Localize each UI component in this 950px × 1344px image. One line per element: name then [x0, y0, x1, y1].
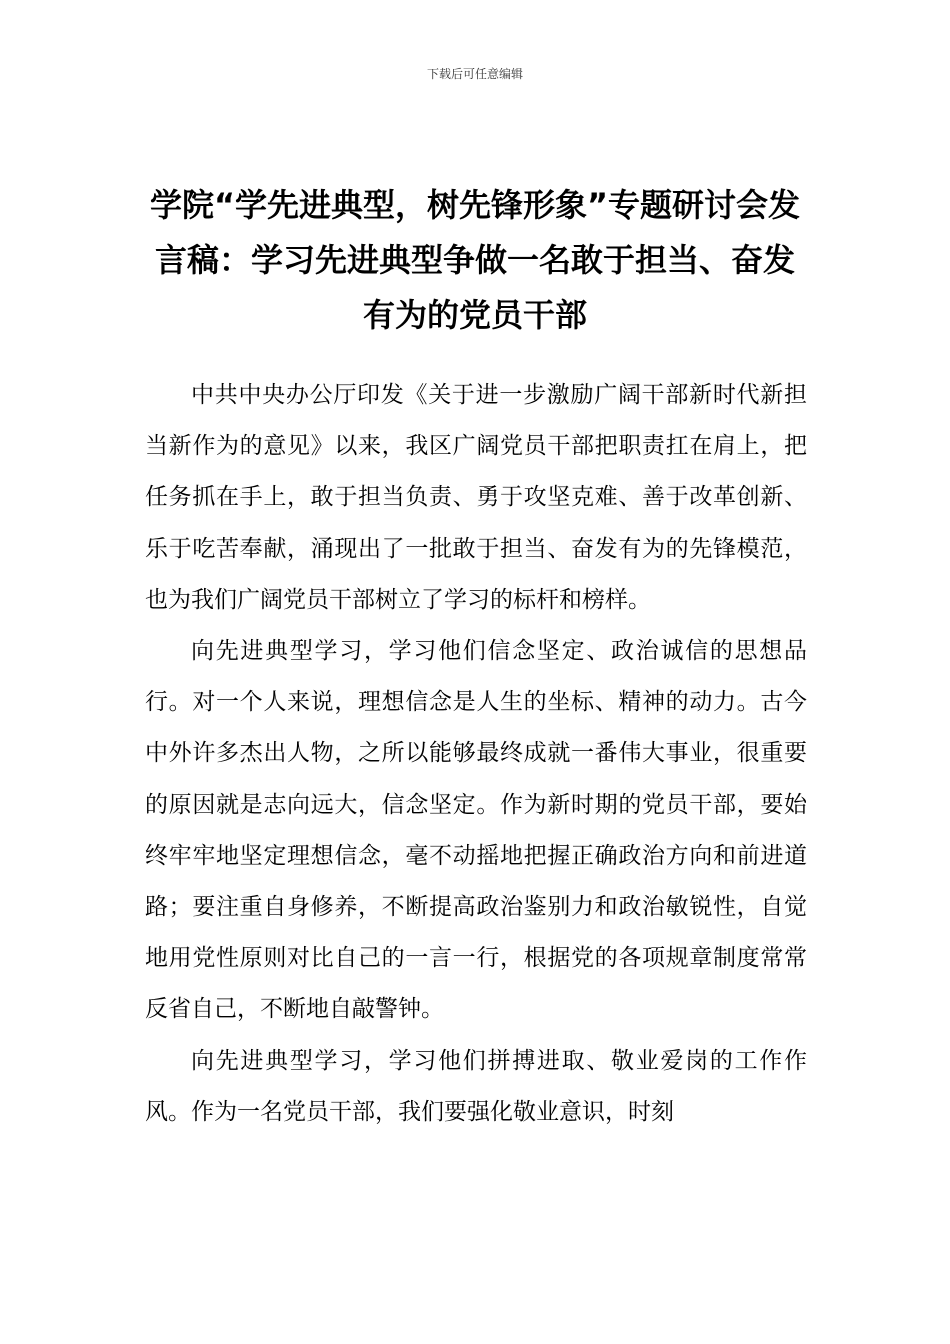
header-note: 下载后可任意编辑	[426, 67, 523, 81]
document-title: 学院“学先进典型，树先锋形象”专题研讨会发言稿：学习先进典型争做一名敢于担当、奋发有为的党员干部	[149, 186, 801, 334]
paragraph-1: 中共中央办公厅印发《关于进一步激励广阔干部新时代新担当新作为的意见》以来，我区广阔党员干部把职责扛在肩上，把任务抓在手上，敢于担当负责、勇于攻坚克难、善于改革创新、乐于吃苦奉献，涌现出了一批敢于担当、奋发有为的先锋模范，也为我们广阔党员干部树立了学习的标杆和榜样。	[145, 382, 807, 613]
paragraph-3: 向先进典型学习，学习他们拼搏进取、敬业爱岗的工作作风。作为一名党员干部，我们要强化敬业意识，时刻	[145, 1047, 807, 1125]
paragraph-2: 向先进典型学习，学习他们信念坚定、政治诚信的思想品行。对一个人来说，理想信念是人生的坐标、精神的动力。古今中外许多杰出人物，之所以能够最终成就一番伟大事业，很重要的原因就是志向远大，信念坚定。作为新时期的党员干部，要始终牢牢地坚定理想信念，毫不动摇地把握正确政治方向和前进道路；要注重自身修养，不断提高政治鉴别力和政治敏锐性，自觉地用党性原则对比自己的一言一行，根据党的各项规章制度常常反省自己，不断地自敲警钟。	[145, 638, 807, 1023]
document-body	[145, 370, 807, 1138]
